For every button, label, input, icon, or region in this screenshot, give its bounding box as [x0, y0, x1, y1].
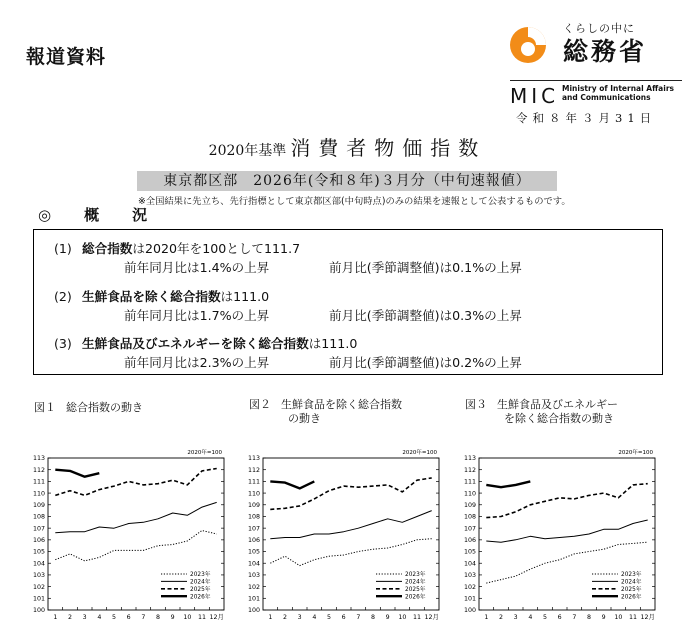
- note-text: ※全国結果に先立ち、先行指標として東京都区部(中旬時点)のみの結果を速報として公表するものです。: [138, 196, 571, 207]
- series-line-2025年: [270, 478, 431, 510]
- summary-num: (3): [54, 336, 72, 351]
- y-tick-label: 106: [247, 537, 260, 545]
- figure-title-line2: を除く総合指数の動き: [504, 412, 614, 425]
- y-tick-label: 103: [247, 572, 260, 580]
- y-tick-label: 106: [463, 537, 476, 545]
- x-tick-label: 1: [268, 614, 273, 621]
- series-line-2024年: [270, 511, 431, 539]
- page-title: [0, 132, 695, 161]
- y-tick-label: 101: [247, 595, 260, 603]
- x-tick-label: 4: [528, 614, 533, 621]
- y-tick-label: 104: [247, 560, 260, 568]
- x-tick-label: 6: [126, 614, 131, 621]
- legend-label: 2023年: [190, 572, 211, 579]
- release-date: 令和８年３月31日: [516, 111, 657, 125]
- y-tick-label: 107: [247, 525, 260, 533]
- series-line-2025年: [486, 484, 647, 518]
- y-tick-label: 106: [32, 537, 45, 545]
- figure-num: 図１: [34, 401, 56, 414]
- summary-yoy: 前年同月比は2.3%の上昇: [124, 355, 270, 370]
- summary-box: [33, 229, 663, 375]
- x-tick-label: 7: [356, 614, 361, 621]
- figure-2-title: [249, 398, 402, 426]
- x-tick-label: 3: [513, 614, 518, 621]
- series-line-2026年: [270, 481, 314, 488]
- x-tick-label: 2: [282, 614, 288, 621]
- x-tick-label: 5: [111, 614, 117, 621]
- y-tick-label: 113: [32, 455, 45, 463]
- x-tick-label: 8: [586, 614, 592, 621]
- y-tick-label: 105: [463, 548, 476, 556]
- legend-label: 2023年: [405, 572, 426, 579]
- y-tick-label: 112: [463, 466, 476, 474]
- series-line-2024年: [486, 520, 647, 542]
- x-tick-label: 5: [542, 614, 548, 621]
- x-tick-label: 6: [341, 614, 346, 621]
- mic-rule: [510, 80, 682, 81]
- y-tick-label: 100: [247, 607, 260, 615]
- y-tick-label: 104: [463, 560, 476, 568]
- figure-1-title: [34, 401, 143, 415]
- x-tick-label: 6: [557, 614, 562, 621]
- legend-label: 2024年: [190, 579, 211, 586]
- y-tick-label: 110: [463, 490, 476, 498]
- title-base: 2020年基準: [208, 143, 287, 159]
- x-tick-label: 4: [312, 614, 317, 621]
- summary-sub-3: [124, 352, 522, 371]
- figure-title-line1: 生鮮食品及びエネルギー: [497, 398, 618, 411]
- mic-logo: [509, 18, 679, 78]
- figure-num: 図３: [465, 398, 487, 411]
- summary-mom: 前月比(季節調整値)は0.2%の上昇: [329, 355, 522, 370]
- summary-num: (2): [54, 289, 72, 304]
- y-tick-label: 109: [463, 501, 476, 509]
- figure-title-line1: 総合指数の動き: [66, 401, 143, 414]
- summary-value: は2020年を100として111.7: [132, 241, 301, 256]
- logo-tagline: くらしの中に: [563, 22, 635, 35]
- logo-name: 総務省: [563, 37, 648, 66]
- summary-yoy: 前年同月比は1.7%の上昇: [124, 308, 270, 323]
- y-tick-label: 101: [32, 595, 45, 603]
- title-main: 消費者物価指数: [290, 136, 487, 160]
- summary-sub-2: [124, 305, 522, 324]
- logo-mark-icon: [509, 26, 547, 64]
- x-tick-label: 1: [484, 614, 489, 621]
- mic-english-line2: and Communications: [562, 93, 651, 102]
- x-tick-label: 11: [628, 614, 638, 621]
- legend-label: 2025年: [405, 587, 426, 593]
- y-tick-label: 104: [32, 560, 45, 568]
- y-tick-label: 109: [32, 501, 45, 509]
- mic-english: [562, 84, 674, 102]
- summary-num: (1): [54, 241, 72, 256]
- x-tick-label: 5: [326, 614, 332, 621]
- y-tick-label: 109: [247, 501, 260, 509]
- figure-title-line1: 生鮮食品を除く総合指数: [281, 398, 402, 411]
- x-tick-label: 2: [498, 614, 504, 621]
- legend-label: 2026年: [621, 594, 642, 601]
- x-tick-label: 2: [67, 614, 73, 621]
- y-tick-label: 105: [32, 548, 45, 556]
- legend-label: 2026年: [405, 594, 426, 601]
- x-tick-label: 8: [155, 614, 161, 621]
- area-bar: 東京都区部 2026年(令和８年)３月分（中旬速報値）: [137, 171, 557, 191]
- y-tick-label: 108: [463, 513, 476, 521]
- legend-label: 2026年: [190, 594, 211, 601]
- summary-mom: 前月比(季節調整値)は0.1%の上昇: [329, 260, 522, 275]
- x-tick-label: 7: [141, 614, 146, 621]
- series-line-2026年: [55, 470, 99, 477]
- y-tick-label: 103: [463, 572, 476, 580]
- y-tick-label: 111: [32, 478, 45, 486]
- report-label: 報道資料: [26, 46, 107, 68]
- y-tick-label: 102: [32, 583, 45, 591]
- chart-figure-2: [243, 440, 448, 626]
- x-tick-label: 10: [183, 614, 192, 621]
- y-tick-label: 110: [32, 490, 45, 498]
- base-label: 2020年=100: [402, 450, 437, 456]
- y-tick-label: 111: [247, 478, 260, 486]
- legend-label: 2025年: [621, 587, 642, 593]
- series-line-2024年: [55, 502, 216, 532]
- y-tick-label: 111: [463, 478, 476, 486]
- summary-item-1: [54, 238, 300, 257]
- mic-english-line1: Ministry of Internal Affairs: [562, 84, 674, 93]
- figure-title-line2: の動き: [288, 412, 321, 425]
- legend-label: 2023年: [621, 572, 642, 579]
- x-tick-label: 12月: [640, 614, 655, 621]
- x-tick-label: 9: [385, 614, 390, 621]
- series-line-2023年: [55, 531, 216, 561]
- y-tick-label: 108: [247, 513, 260, 521]
- summary-sub-1: [124, 257, 522, 276]
- x-tick-label: 3: [297, 614, 302, 621]
- x-tick-label: 10: [614, 614, 623, 621]
- mic-banner: [510, 80, 685, 106]
- x-tick-label: 1: [53, 614, 58, 621]
- y-tick-label: 107: [32, 525, 45, 533]
- x-tick-label: 4: [97, 614, 102, 621]
- legend-label: 2025年: [190, 587, 211, 593]
- base-label: 2020年=100: [187, 450, 222, 456]
- summary-name: 生鮮食品を除く総合指数: [82, 289, 221, 304]
- y-tick-label: 105: [247, 548, 260, 556]
- y-tick-label: 112: [247, 466, 260, 474]
- y-tick-label: 100: [32, 607, 45, 615]
- legend-label: 2024年: [405, 579, 426, 586]
- series-line-2025年: [55, 469, 216, 496]
- chart-figure-3: [459, 440, 664, 626]
- y-tick-label: 102: [247, 583, 260, 591]
- y-tick-label: 101: [463, 595, 476, 603]
- y-tick-label: 113: [463, 455, 476, 463]
- figure-num: 図２: [249, 398, 271, 411]
- summary-name: 生鮮食品及びエネルギーを除く総合指数: [82, 336, 309, 351]
- figure-3-title: [465, 398, 618, 426]
- x-tick-label: 3: [82, 614, 87, 621]
- x-tick-label: 11: [412, 614, 422, 621]
- x-tick-label: 11: [197, 614, 207, 621]
- x-tick-label: 9: [601, 614, 606, 621]
- x-tick-label: 7: [572, 614, 577, 621]
- legend-label: 2024年: [621, 579, 642, 586]
- summary-yoy: 前年同月比は1.4%の上昇: [124, 260, 270, 275]
- series-line-2026年: [486, 481, 530, 487]
- summary-mom: 前月比(季節調整値)は0.3%の上昇: [329, 308, 522, 323]
- base-label: 2020年=100: [618, 450, 653, 456]
- x-tick-label: 12月: [424, 614, 439, 621]
- series-line-2023年: [270, 539, 431, 566]
- summary-item-2: [54, 286, 269, 305]
- section-heading: ◎ 概 況: [38, 206, 157, 224]
- y-tick-label: 108: [32, 513, 45, 521]
- x-tick-label: 8: [370, 614, 376, 621]
- y-tick-label: 110: [247, 490, 260, 498]
- x-tick-label: 9: [170, 614, 175, 621]
- summary-name: 総合指数: [82, 241, 133, 256]
- x-tick-label: 10: [398, 614, 407, 621]
- y-tick-label: 100: [463, 607, 476, 615]
- mic-abbrev: MIC: [510, 84, 560, 108]
- x-tick-label: 12月: [209, 614, 224, 621]
- chart-figure-1: [28, 440, 233, 626]
- summary-value: は111.0: [220, 289, 270, 304]
- y-tick-label: 112: [32, 466, 45, 474]
- y-tick-label: 102: [463, 583, 476, 591]
- summary-item-3: [54, 333, 357, 352]
- summary-value: は111.0: [308, 336, 358, 351]
- y-tick-label: 103: [32, 572, 45, 580]
- y-tick-label: 113: [247, 455, 260, 463]
- y-tick-label: 107: [463, 525, 476, 533]
